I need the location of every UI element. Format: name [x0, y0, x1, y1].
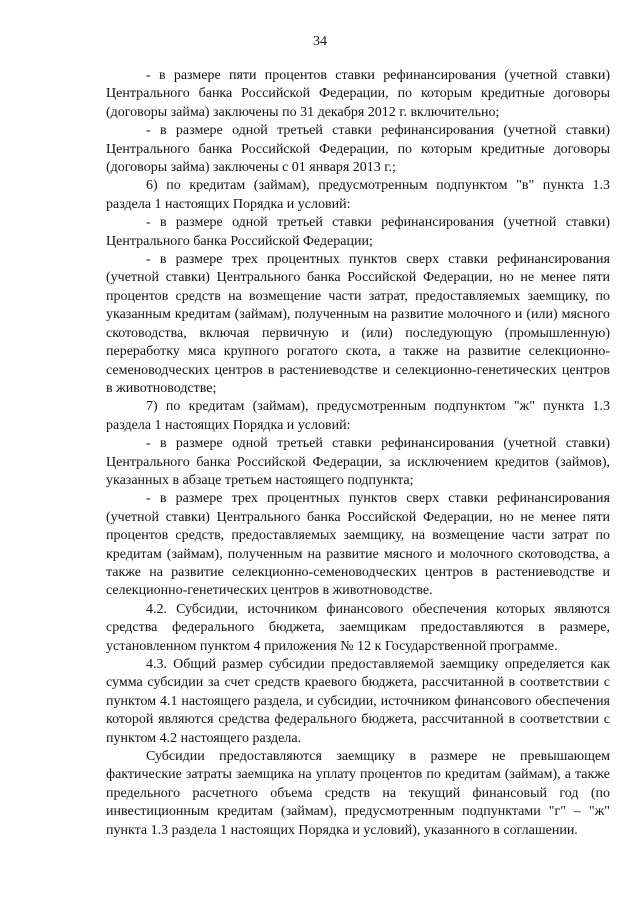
paragraph: 4.3. Общий размер субсидии предоставляемой заемщику определяется как сумма субсидии за счет средств краевого бюджета, рассчитанной в соответствии с пунктом 4.1 настоящего раздела, и субсидии, источником финансового обеспечения которой являются средства федерального бюджета, рассчитанной в соответствии с пунктом 4.2 настоящего раздела. — [106, 657, 610, 746]
paragraph: - в размере трех процентных пунктов сверх ставки рефинансирования (учетной ставки) Центрального банка Российской Федерации, но не менее пяти процентов средств, предоставляемых заемщику, на возмещение части затрат по кредитам (займам), полученным на развитие мясного и молочного скотоводства, а также на развитие селекционно-семеноводческих центров в растениеводстве и селекционно-генетических центров в животноводстве. — [106, 491, 610, 599]
paragraph: - в размере одной третьей ставки рефинансирования (учетной ставки) Центрального банка Российской Федерации, по которым кредитные договоры (договоры займа) заключены с 01 января 2013 г.; — [106, 123, 610, 176]
paragraph: - в размере одной третьей ставки рефинансирования (учетной ставки) Центрального банка Российской Федерации; — [106, 215, 610, 249]
paragraph: 7) по кредитам (займам), предусмотренным подпунктом "ж" пункта 1.3 раздела 1 настоящих Порядка и условий: — [106, 399, 610, 433]
paragraph: - в размере трех процентных пунктов сверх ставки рефинансирования (учетной ставки) Центрального банка Российской Федерации, но не менее пяти процентов средств на возмещение части затрат, предоставляемых заемщику, по указанным кредитам (займам), полученным на развитие молочного и (или) мясного скотоводства, включая первичную и (или) последующую (промышленную) переработку мяса крупного рогатого скота, а также на развитие селекционно-семеноводческих центров в растениеводстве и селекционно-генетических центров в животноводстве; — [106, 252, 610, 396]
paragraph: 4.2. Субсидии, источником финансового обеспечения которых являются средства федерального бюджета, заемщикам предоставляются в размере, установленном пунктом 4 приложения № 12 к Государственной программе. — [106, 601, 610, 654]
paragraph: Субсидии предоставляются заемщику в размере не превышающем фактические затраты заемщика на уплату процентов по кредитам (займам), а также предельного расчетного объема средств на текущий финансовый год (по инвестиционным кредитам (займам), предусмотренным подпунктами "г" – "ж" пункта 1.3 раздела 1 настоящих Порядка и условий), указанного в соглашении. — [106, 749, 610, 838]
document-body — [106, 67, 610, 840]
page-number: 34 — [313, 34, 327, 49]
paragraph: - в размере пяти процентов ставки рефинансирования (учетной ставки) Центрального банка Российской Федерации, по которым кредитные договоры (договоры займа) заключены по 31 декабря 2012 г. включительно; — [106, 68, 610, 120]
paragraph: - в размере одной третьей ставки рефинансирования (учетной ставки) Центрального банка Российской Федерации, за исключением кредитов (займов), указанных в абзаце третьем настоящего подпункта; — [106, 436, 610, 488]
paragraph: 6) по кредитам (займам), предусмотренным подпунктом "в" пункта 1.3 раздела 1 настоящих Порядка и условий: — [106, 178, 610, 212]
